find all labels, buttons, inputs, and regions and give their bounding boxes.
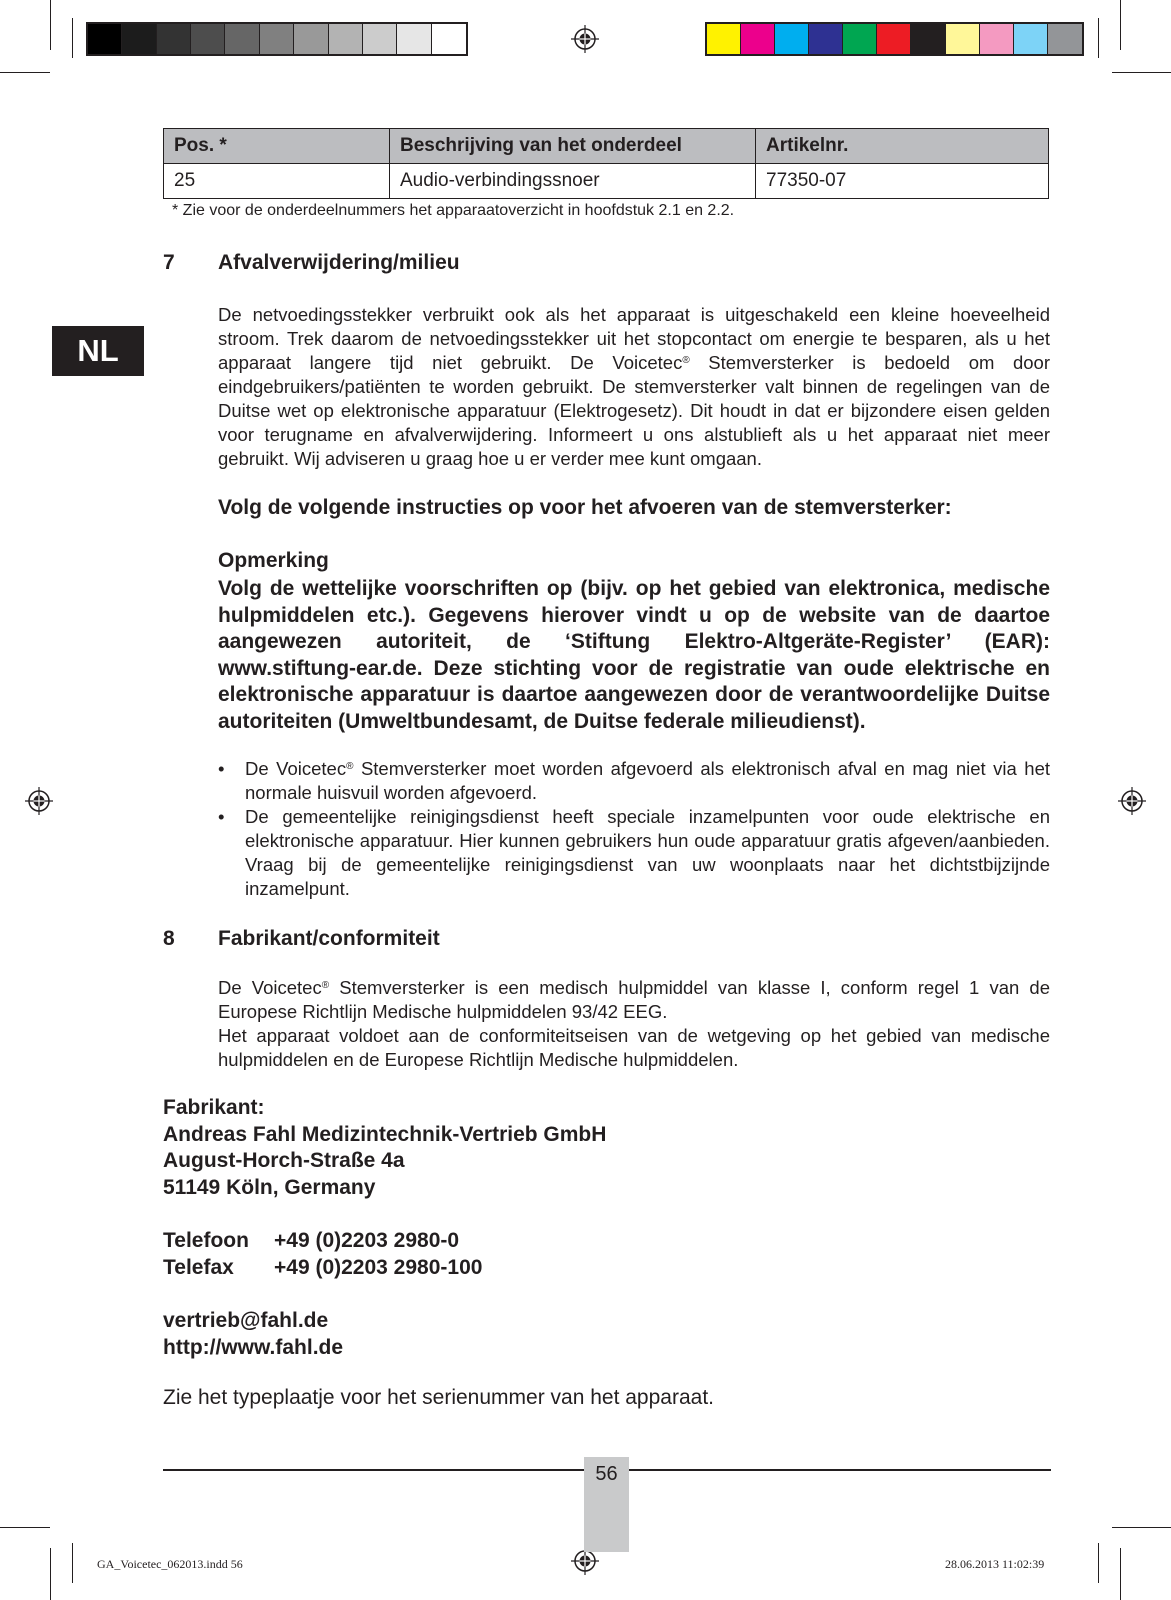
slug-filename: GA_Voicetec_062013.indd 56 (97, 1557, 243, 1571)
paragraph (218, 976, 1050, 1024)
slug-datetime: 28.06.2013 11:02:39 (945, 1557, 1045, 1571)
table-cell: 77350-07 (756, 164, 1049, 199)
color-swatch (707, 24, 741, 54)
instructions-heading: Volg de volgende instructies op voor het afvoeren van de stemversterker: (218, 496, 952, 519)
language-tab: NL (52, 326, 144, 376)
section-title: Fabrikant/conformiteit (218, 927, 440, 950)
manufacturer-city: 51149 Köln, Germany (163, 1175, 376, 1199)
phone-block (163, 1228, 482, 1281)
website-link[interactable]: http://www.fahl.de (163, 1335, 344, 1359)
table-cell: Audio-verbindingssnoer (390, 164, 756, 199)
table-header-row (164, 129, 1049, 164)
color-swatch (911, 24, 945, 54)
list-item-text: De Voicetec (245, 758, 347, 779)
email-link[interactable]: vertrieb@fahl.de (163, 1309, 329, 1332)
manufacturer-block (163, 1095, 606, 1201)
crop-mark (0, 72, 50, 73)
color-swatch (225, 24, 259, 54)
paragraph-text: De netvoedingsstekker verbruikt ook als het apparaat is uitgeschakeld een kleine hoeveelheid stroom. Trek daarom de netvoedingsstekker uit het stopcontact om energie te besparen, als u het apparaat langere tijd niet gebruikt. De Voicetec (218, 304, 1050, 373)
color-swatch (363, 24, 397, 54)
color-swatch (122, 24, 156, 54)
section-number: 7 (163, 251, 175, 274)
registration-mark-icon (571, 25, 599, 53)
color-swatch (809, 24, 843, 54)
color-swatch (397, 24, 431, 54)
color-swatch (775, 24, 809, 54)
web-block (163, 1308, 343, 1361)
color-swatch (877, 24, 911, 54)
page-number: 56 (584, 1457, 629, 1552)
process-color-bar (705, 22, 1084, 56)
section-number: 8 (163, 927, 175, 950)
paragraph-text: Stemversterker is bedoeld om door eindgebruikers/patiënten te worden gebruikt. De stemversterker valt binnen de regelingen van de Duitse wet op elektronische apparatuur (Elektrogesetz). Dit houdt in dat er bijzondere eisen gelden voor terugname en afvalverwijdering. Informeert u ons alstublieft als u het apparaat niet meer gebruikt. Wij adviseren u graag hoe u er verder mee kunt omgaan. (218, 352, 1051, 469)
crop-mark (1112, 72, 1171, 73)
color-swatch (843, 24, 877, 54)
section-paragraph (218, 976, 1050, 1072)
column-header: Beschrijving van het onderdeel (390, 129, 756, 164)
list-item (218, 757, 1050, 805)
list-item: • De gemeentelijke reinigingsdienst heeft speciale inzamelpunten voor oude elektrische en elektronische apparatuur. Hier kunnen gebruikers hun oude apparatuur gratis afgeven/aanbieden. Vraag bij de gemeentelijke reinigingsdienst van uw woonplaats naar het dichtstbijzijnde inzamelpunt. (218, 805, 1050, 901)
registered-mark: ® (321, 980, 330, 991)
manufacturer-street: August-Horch-Straße 4a (163, 1149, 405, 1172)
note-text: Volg de wettelijke voorschriften op (bijv. op het gebied van elektronica, medische hulpmiddelen etc.). Gegevens hierover vindt u op de website van de daartoe aangewezen autoriteit, de ‘Stiftung Elektro-Altgeräte-Register’ (EAR): www.stiftung-ear.de. Deze stichting voor de registratie van oude elektrische en elektronische apparatuur is daartoe aangewezen door de verantwoordelijke Duitse autoriteiten (Umweltbundesamt, de Duitse federale milieudienst). (218, 577, 1050, 733)
color-swatch (741, 24, 775, 54)
registration-mark-icon (25, 787, 53, 815)
bullet-list (218, 757, 1050, 901)
phone-number: +49 (0)2203 2980-0 (274, 1229, 460, 1252)
section-title: Afvalverwijdering/milieu (218, 251, 460, 274)
crop-mark (72, 18, 73, 58)
fax-label: Telefax (163, 1255, 234, 1279)
registration-mark-icon (1118, 787, 1146, 815)
table-cell: 25 (164, 164, 390, 199)
fax-number: +49 (0)2203 2980-100 (274, 1255, 483, 1279)
paragraph-text: Stemversterker is een medisch hulpmiddel van klasse I, conform regel 1 van de Europese Richtlijn Medische hulpmiddelen 93/42 EEG. (218, 977, 1050, 1022)
section-paragraph (218, 303, 1050, 471)
registered-mark: ® (682, 355, 690, 366)
phone-row (163, 1228, 482, 1255)
list-item-text: Stemversterker moet worden afgevoerd als elektronisch afval en mag niet via het normale huisvuil worden afgevoerd. (245, 758, 1050, 803)
crop-mark (50, 1548, 51, 1600)
crop-mark (1098, 18, 1099, 58)
color-swatch (260, 24, 294, 54)
manufacturer-label: Fabrikant: (163, 1096, 265, 1119)
color-swatch (157, 24, 191, 54)
color-swatch (191, 24, 225, 54)
serial-note: Zie het typeplaatje voor het serienummer van het apparaat. (163, 1386, 714, 1409)
color-swatch (329, 24, 363, 54)
paragraph: Het apparaat voldoet aan de conformiteitseisen van de wetgeving op het gebied van medische hulpmiddelen en de Europese Richtlijn Medische hulpmiddelen. (218, 1025, 1050, 1070)
note-label: Opmerking (218, 549, 329, 572)
color-swatch (1014, 24, 1048, 54)
manufacturer-name: Andreas Fahl Medizintechnik-Vertrieb GmbH (163, 1122, 607, 1146)
parts-table (163, 128, 1049, 199)
column-header: Pos. * (164, 129, 390, 164)
crop-mark (72, 1543, 73, 1583)
fax-row (163, 1255, 482, 1282)
phone-label: Telefoon (163, 1229, 249, 1252)
color-swatch (1048, 24, 1082, 54)
crop-mark (0, 1527, 50, 1528)
paragraph-text: De Voicetec (218, 977, 322, 998)
crop-mark (1112, 1527, 1171, 1528)
color-swatch (980, 24, 1014, 54)
crop-mark (1120, 1548, 1121, 1600)
table-row (164, 164, 1049, 199)
color-swatch (432, 24, 466, 54)
crop-mark (1120, 0, 1121, 50)
crop-mark (50, 0, 51, 50)
color-swatch (946, 24, 980, 54)
crop-mark (1098, 1543, 1099, 1583)
column-header: Artikelnr. (756, 129, 1049, 164)
grayscale-color-bar (86, 22, 468, 56)
color-swatch (88, 24, 122, 54)
registered-mark: ® (346, 761, 354, 772)
color-swatch (294, 24, 328, 54)
table-footnote: * Zie voor de onderdeelnummers het apparaatoverzicht in hoofdstuk 2.1 en 2.2. (172, 202, 735, 219)
